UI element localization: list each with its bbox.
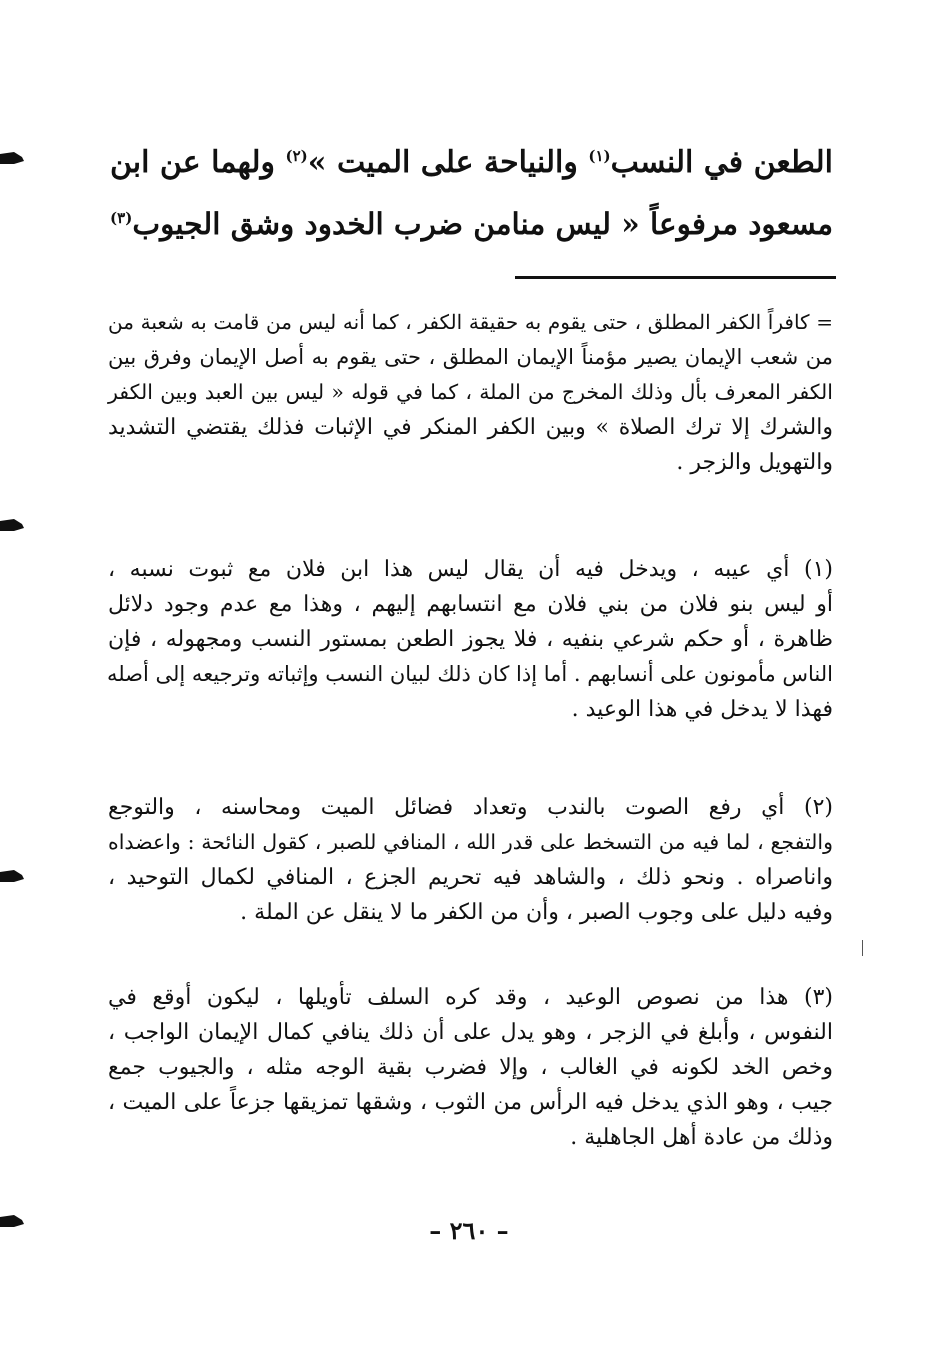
main-text-segment: مسعود مرفوعاً « ليس منامن ضرب الخدود وشق الجيوب (132, 206, 833, 241)
footnote-1 (108, 552, 833, 727)
footnote-ref-3: (٣) (110, 209, 133, 228)
footnote-line: وفيه دليل على وجوب الصبر ، وأن من الكفر ما لا ينقل عن الملة . (240, 900, 833, 925)
left-edge-binding-mark (0, 519, 24, 533)
footnote-3 (108, 980, 833, 1155)
main-text (108, 132, 833, 254)
main-text-segment: الطعن في النسب (610, 145, 833, 180)
footnote-line: النفوس ، وأبلغ في الزجر ، وهو يدل على أن ذلك ينافي كمال الإيمان الواجب ، (108, 1020, 833, 1045)
page-number: – ٢٦٠ – (429, 1216, 509, 1245)
footnote-line: جيب ، وهو الذي يدخل فيه الرأس من الثوب ، وشقها تمزيقها جزعاً على الميت ، (108, 1090, 833, 1115)
carryover-footnote (108, 305, 833, 480)
footnote-line: ظاهرة ، أو حكم شرعي بنفيه ، فلا يجوز الطعن بمستور النسب ومجهوله ، فإن (108, 627, 833, 652)
footnote-line: واناصراه . ونحو ذلك ، والشاهد فيه تحريم الجزع ، المنافي لكمال التوحيد ، (108, 865, 833, 890)
footnote-ref-1: (١) (588, 147, 611, 165)
main-text-line (108, 193, 833, 254)
footnote-line: من شعب الإيمان يصير مؤمناً الإيمان المطلق ، حتى يقوم به أصل الإيمان وفرق بين (108, 345, 833, 369)
footnote-line: وذلك من عادة أهل الجاهلية . (570, 1125, 833, 1150)
left-edge-binding-mark (0, 870, 24, 884)
footnote-line: الكفر المعرف بأل وذلك المخرج من الملة ، كما في قوله « ليس بين العبد وبين الكفر (108, 380, 833, 404)
footnote-line: (٣) هذا من نصوص الوعيد ، وقد كره السلف تأويلها ، ليكون أوقع في (108, 985, 833, 1010)
footnote-line: والشرك إلا ترك الصلاة » وبين الكفر المنكر في الإثبات فذلك يقتضي التشديد (108, 415, 833, 440)
footnote-line: = كافراً الكفر المطلق ، حتى يقوم به حقيقة الكفر ، كما أنه ليس من قامت به شعبة من (108, 310, 833, 334)
footnote-line: أو ليس بنو فلان من بني فلان مع انتسابهم إليهم ، وهذا مع عدم وجود دلائل (108, 592, 833, 617)
footnote-line: والتهويل والزجر . (676, 450, 833, 475)
footnote-line: فهذا لا يدخل في هذا الوعيد . (571, 697, 833, 722)
footnote-ref-2: (٢) (285, 147, 308, 165)
footnote-line: وخص الخد لكونه في الغالب ، وإلا فضرب بقية الوجه مثله ، والجيوب جمع (108, 1055, 833, 1080)
footnote-2 (108, 790, 833, 930)
footnote-line: (٢) أي رفع الصوت بالندب وتعداد فضائل الميت ومحاسنه ، والتوجع (108, 795, 833, 820)
main-text-segment: والنياحة على الميت » (307, 145, 589, 180)
main-text-segment: ولهما عن ابن (109, 145, 286, 180)
footnote-separator-rule (515, 276, 836, 279)
footnote-line: والتفجع ، لما فيه من التسخط على قدر الله ، المنافي للصبر ، كقول النائحة : واعضداه (108, 830, 833, 854)
main-text-line (108, 132, 833, 193)
scan-speck (862, 940, 864, 956)
footnote-line: الناس مأمونون على أنسابهم . أما إذا كان ذلك لبيان النسب وإثباته وترجيعه إلى أصله (106, 662, 833, 686)
left-edge-binding-mark (0, 152, 24, 166)
footnote-line: (١) أي عيبه ، ويدخل فيه أن يقال ليس هذا ابن فلان مع ثبوت نسبه ، (108, 557, 833, 582)
